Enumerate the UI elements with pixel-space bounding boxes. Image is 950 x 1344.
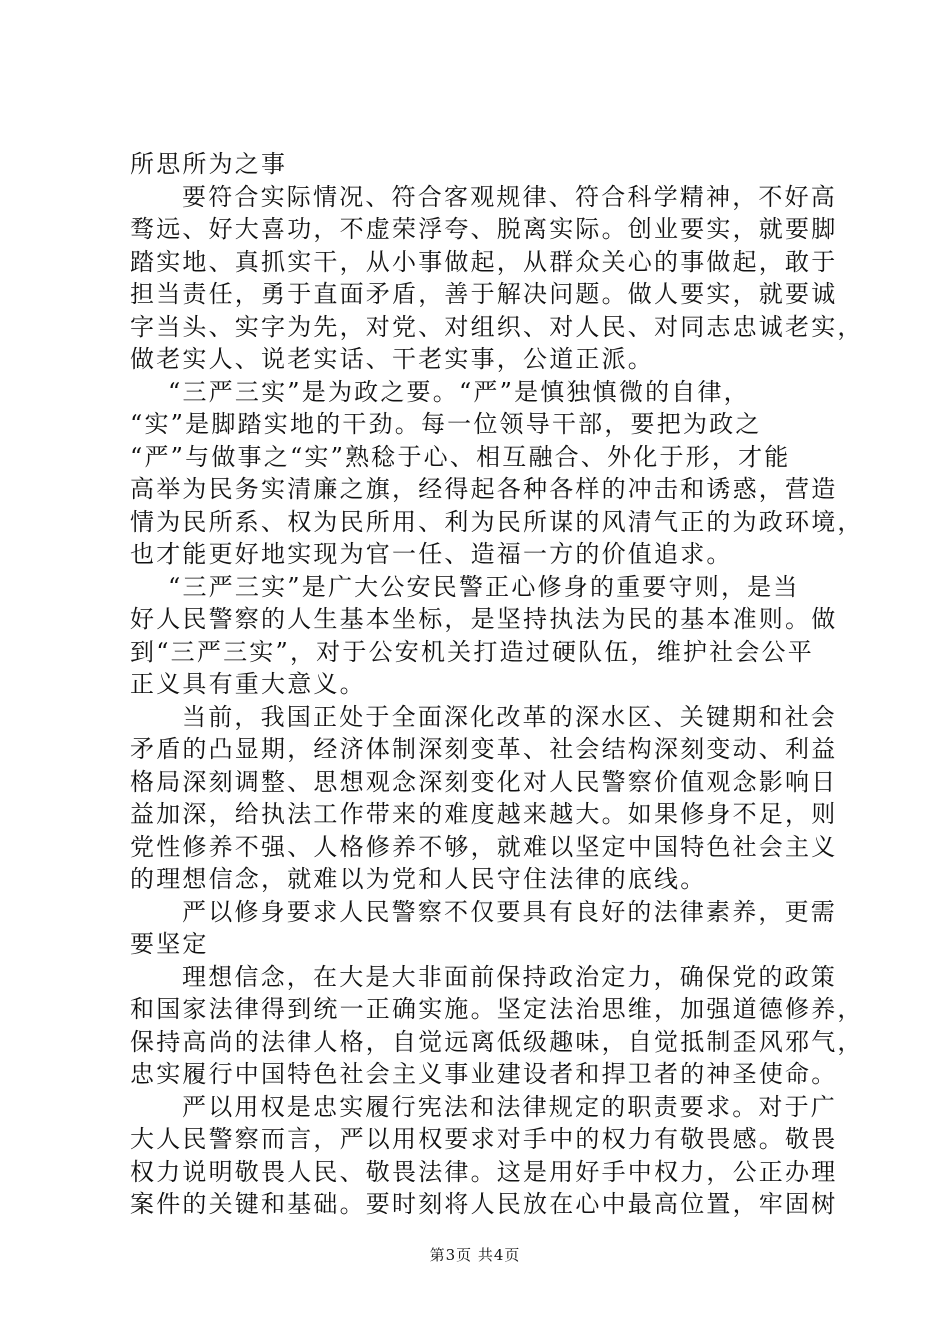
text-line: 格局深刻调整、思想观念深刻变化对人民警察价值观念影响日 [130, 767, 838, 796]
text-line: “严”与做事之“实”熟稔于心、相互融合、外化于形，才能 [130, 442, 791, 471]
text-line: 骛远、好大喜功，不虚荣浮夸、脱离实际。创业要实，就要脚 [130, 215, 838, 243]
text-line: 党性修养不强、人格修养不够，就难以坚定中国特色社会主义 [130, 832, 838, 861]
text-line: “实”是脚踏实地的干劲。每一位领导干部，要把为政之 [130, 410, 762, 438]
document-body [130, 148, 864, 1221]
text-line: 的理想信念，就难以为党和人民守住法律的底线。 [130, 865, 707, 893]
text-line: 要坚定 [130, 930, 209, 958]
page-footer: 第3页 共4页 [429, 1246, 521, 1264]
text-line: 和国家法律得到统一正确实施。坚定法治思维，加强道德修养， [130, 995, 864, 1023]
text-line: 所思所为之事 [130, 150, 288, 178]
text-line: 矛盾的凸显期，经济体制深刻变革、社会结构深刻变动、利益 [130, 735, 838, 763]
text-line: 权力说明敬畏人民、敬畏法律。这是用好手中权力，公正办理 [130, 1157, 838, 1186]
text-line: 当前，我国正处于全面深化改革的深水区、关键期和社会 [182, 702, 837, 731]
text-line: 好人民警察的人生基本坐标，是坚持执法为民的基本准则。做 [130, 605, 838, 633]
text-line: 踏实地、真抓实干，从小事做起，从群众关心的事做起，敢于 [130, 247, 838, 276]
text-line: 也才能更好地实现为官一任、造福一方的价值追求。 [130, 540, 733, 568]
text-line: 到“三严三实”，对于公安机关打造过硬队伍，维护社会公平 [130, 637, 814, 666]
text-line: 忠实履行中国特色社会主义事业建设者和捍卫者的神圣使命。 [130, 1060, 838, 1088]
text-line: 做老实人、说老实话、干老实事，公道正派。 [130, 345, 654, 373]
text-line: 严以用权是忠实履行宪法和法律规定的职责要求。对于广 [182, 1092, 837, 1121]
text-line: 担当责任，勇于直面矛盾，善于解决问题。做人要实，就要诚 [130, 280, 838, 308]
text-line: “三严三实”是广大公安民警正心修身的重要守则，是当 [168, 572, 800, 601]
text-line: 字当头、实字为先，对党、对组织、对人民、对同志忠诚老实， [130, 312, 864, 341]
text-line: 理想信念，在大是大非面前保持政治定力，确保党的政策 [182, 962, 837, 991]
text-line: 大人民警察而言，严以用权要求对手中的权力有敬畏感。敬畏 [130, 1125, 838, 1153]
text-line: 要符合实际情况、符合客观规律、符合科学精神，不好高 [182, 182, 837, 211]
text-line: 高举为民务实清廉之旗，经得起各种各样的冲击和诱惑，营造 [130, 475, 838, 503]
text-line: 严以修身要求人民警察不仅要具有良好的法律素养，更需 [182, 897, 837, 926]
text-line: 情为民所系、权为民所用、利为民所谋的风清气正的为政环境， [130, 507, 864, 536]
text-line: 益加深，给执法工作带来的难度越来越大。如果修身不足，则 [130, 800, 838, 828]
text-line: 案件的关键和基础。要时刻将人民放在心中最高位置，牢固树 [130, 1190, 838, 1218]
text-line: “三严三实”是为政之要。“严”是慎独慎微的自律， [168, 377, 750, 406]
text-line: 正义具有重大意义。 [130, 670, 366, 698]
text-line: 保持高尚的法律人格，自觉远离低级趣味，自觉抵制歪风邪气， [130, 1027, 864, 1056]
